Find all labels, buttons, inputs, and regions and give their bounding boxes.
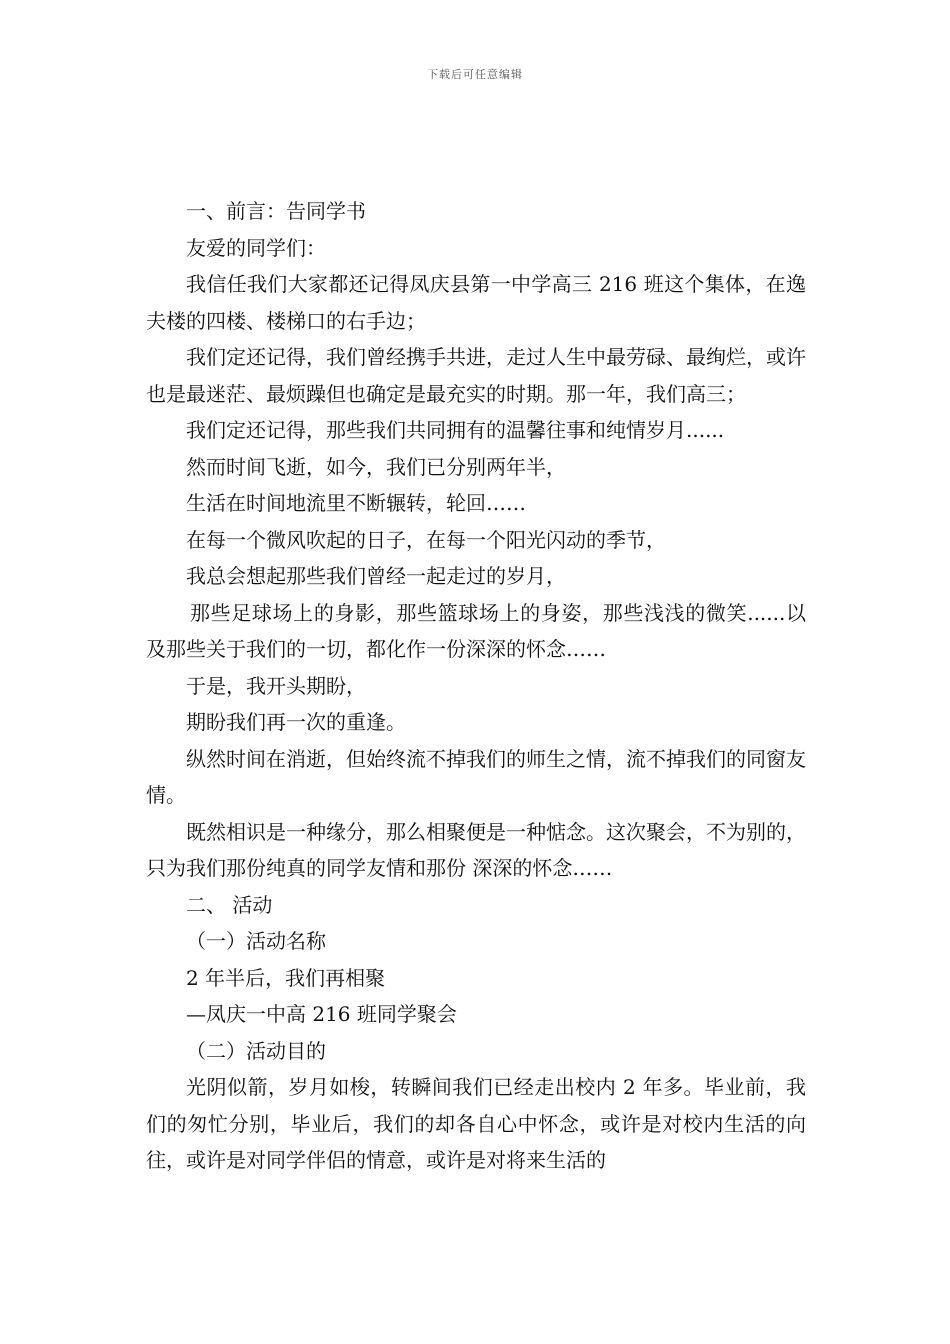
subsection-heading-purpose: （二）活动目的 bbox=[186, 1038, 326, 1063]
body-paragraph: 既然相识是一种缘分，那么相聚便是一种惦念。这次聚会，不为别的，只为我们那份纯真的同学友情和那份 深深的怀念…… bbox=[146, 819, 806, 880]
body-paragraph: 我们定还记得，我们曾经携手共进，走过人生中最劳碌、最绚烂，或许也是最迷茫、最烦躁但也确定是最充实的时期。那一年，我们高三； bbox=[146, 345, 806, 406]
body-paragraph: 然而时间飞逝，如今，我们已分别两年半， bbox=[186, 454, 566, 479]
section-heading-activity: 二、 活动 bbox=[186, 892, 273, 917]
body-paragraph: 期盼我们再一次的重逢。 bbox=[186, 710, 406, 734]
body-paragraph: 我总会想起那些我们曾经一起走过的岁月， bbox=[186, 564, 566, 588]
section-heading-preface: 一、前言：告同学书 bbox=[186, 199, 366, 223]
page-header: 下载后可任意编辑 bbox=[427, 68, 523, 81]
body-paragraph: 光阴似箭，岁月如梭，转瞬间我们已经走出校内 2 年多。毕业前，我们的匆忙分别，毕业后，我们的却各自心中怀念，或许是对校内生活的向往，或许是对同学伴侣的情意，或许是对将来生活的 bbox=[146, 1075, 806, 1172]
subsection-heading-name: （一）活动名称 bbox=[186, 929, 326, 953]
activity-name-line: 2 年半后，我们再相聚 bbox=[186, 965, 386, 990]
body-paragraph: 我们定还记得，那些我们共同拥有的温馨往事和纯情岁月...... bbox=[186, 418, 725, 442]
activity-subtitle-line: —凤庆一中高 216 班同学聚会 bbox=[186, 1002, 457, 1026]
body-paragraph: 我信任我们大家都还记得凤庆县第一中学高三 216 班这个集体，在逸夫楼的四楼、楼梯口的右手边； bbox=[146, 272, 806, 333]
salutation: 友爱的同学们： bbox=[186, 235, 326, 260]
body-paragraph: 纵然时间在消逝，但始终流不掉我们的师生之情，流不掉我们的同窗友情。 bbox=[146, 746, 806, 807]
body-paragraph: 于是，我开头期盼， bbox=[186, 673, 366, 698]
document-body bbox=[146, 193, 806, 1179]
body-paragraph: 那些足球场上的身影，那些篮球场上的身姿，那些浅浅的微笑......以及那些关于我们的一切，都化作一份深深的怀念…… bbox=[146, 600, 806, 661]
body-paragraph: 在每一个微风吹起的日子，在每一个阳光闪动的季节， bbox=[186, 527, 666, 552]
body-paragraph: 生活在时间地流里不断辗转，轮回…… bbox=[186, 491, 526, 515]
